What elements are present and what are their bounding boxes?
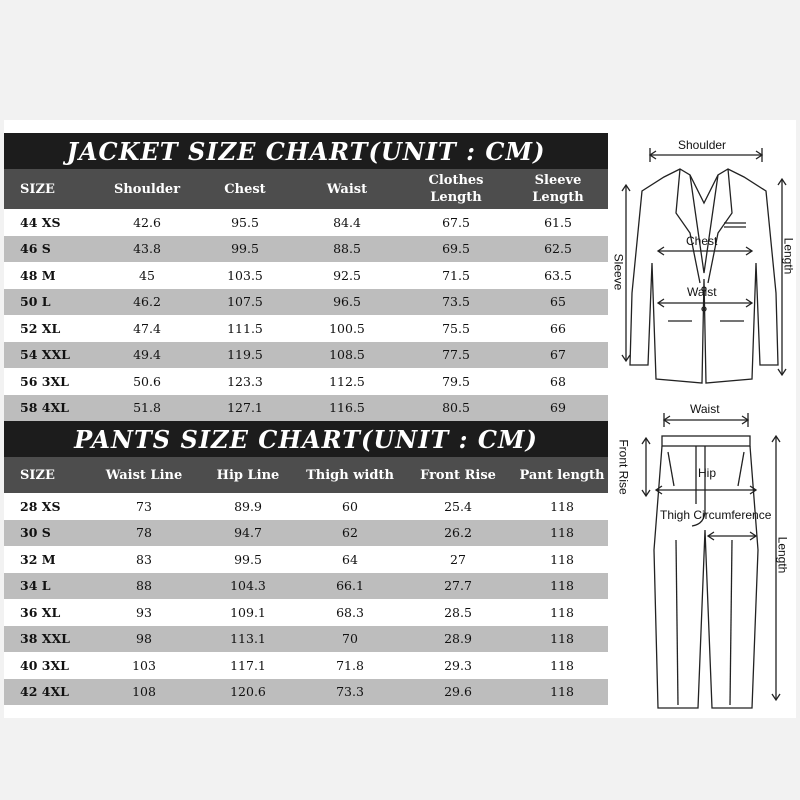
jacket-cell-size: 58 4XL bbox=[20, 400, 69, 416]
pants-cell-thigh-width: 70 bbox=[342, 631, 358, 647]
jacket-header-shoulder: Shoulder bbox=[113, 181, 181, 197]
jacket-cell-clothes-length: 77.5 bbox=[442, 347, 470, 363]
pants-cell-waist-line: 83 bbox=[136, 551, 152, 567]
pants-header-front-rise: Front Rise bbox=[420, 467, 496, 483]
table-row bbox=[4, 626, 608, 653]
jacket-cell-waist: 84.4 bbox=[333, 214, 361, 230]
pants-cell-size: 28 XS bbox=[20, 498, 61, 514]
pants-cell-waist-line: 108 bbox=[132, 684, 156, 700]
jacket-outline-icon bbox=[612, 133, 796, 393]
jacket-cell-sleeve-length: 63.5 bbox=[544, 267, 572, 283]
pants-cell-hip-line: 117.1 bbox=[230, 657, 266, 673]
pants-cell-thigh-width: 71.8 bbox=[336, 657, 364, 673]
jacket-sleeve-label: Sleeve bbox=[611, 253, 626, 291]
pants-header-thigh-width: Thigh width bbox=[306, 467, 394, 483]
pants-header-hip-line: Hip Line bbox=[216, 467, 280, 483]
table-row bbox=[4, 493, 608, 520]
pants-table-body bbox=[4, 493, 608, 705]
pants-cell-front-rise: 28.9 bbox=[444, 631, 472, 647]
pants-cell-thigh-width: 66.1 bbox=[336, 578, 364, 594]
jacket-cell-clothes-length: 79.5 bbox=[442, 373, 470, 389]
pants-cell-front-rise: 29.3 bbox=[444, 657, 472, 673]
pants-cell-size: 40 3XL bbox=[20, 657, 69, 673]
jacket-cell-chest: 123.3 bbox=[227, 373, 263, 389]
jacket-cell-sleeve-length: 61.5 bbox=[544, 214, 572, 230]
pants-cell-hip-line: 89.9 bbox=[234, 498, 262, 514]
jacket-chest-label: Chest bbox=[686, 234, 718, 248]
pants-length-label: Length bbox=[775, 536, 790, 574]
jacket-cell-clothes-length: 67.5 bbox=[442, 214, 470, 230]
table-row bbox=[4, 368, 608, 395]
pants-cell-pant-length: 118 bbox=[550, 604, 574, 620]
table-row bbox=[4, 209, 608, 236]
pants-cell-front-rise: 29.6 bbox=[444, 684, 472, 700]
jacket-cell-size: 56 3XL bbox=[20, 373, 69, 389]
table-row bbox=[4, 395, 608, 422]
jacket-cell-waist: 100.5 bbox=[329, 320, 365, 336]
pants-cell-hip-line: 113.1 bbox=[230, 631, 266, 647]
pants-cell-thigh-width: 62 bbox=[342, 525, 358, 541]
jacket-header-row bbox=[4, 169, 608, 209]
jacket-table-body bbox=[4, 209, 608, 421]
table-row bbox=[4, 599, 608, 626]
jacket-cell-clothes-length: 69.5 bbox=[442, 241, 470, 257]
jacket-cell-size: 52 XL bbox=[20, 320, 61, 336]
table-row bbox=[4, 573, 608, 600]
jacket-cell-clothes-length: 71.5 bbox=[442, 267, 470, 283]
jacket-cell-shoulder: 45 bbox=[139, 267, 155, 283]
pants-cell-pant-length: 118 bbox=[550, 551, 574, 567]
jacket-header-waist: Waist bbox=[326, 181, 368, 197]
jacket-cell-waist: 108.5 bbox=[329, 347, 365, 363]
pants-cell-thigh-width: 60 bbox=[342, 498, 358, 514]
jacket-cell-shoulder: 47.4 bbox=[133, 320, 161, 336]
pants-cell-pant-length: 118 bbox=[550, 498, 574, 514]
pants-cell-hip-line: 109.1 bbox=[230, 604, 266, 620]
pants-cell-thigh-width: 68.3 bbox=[336, 604, 364, 620]
jacket-cell-sleeve-length: 68 bbox=[550, 373, 566, 389]
jacket-header-size: SIZE bbox=[20, 181, 55, 197]
pants-table-title: PANTS SIZE CHART(UNIT : CM) bbox=[4, 421, 608, 457]
jacket-cell-clothes-length: 80.5 bbox=[442, 400, 470, 416]
jacket-cell-size: 44 XS bbox=[20, 214, 61, 230]
pants-waist-label: Waist bbox=[690, 402, 720, 416]
table-row bbox=[4, 520, 608, 547]
jacket-waist-label: Waist bbox=[687, 285, 717, 299]
jacket-cell-size: 46 S bbox=[20, 241, 51, 257]
pants-cell-front-rise: 26.2 bbox=[444, 525, 472, 541]
jacket-cell-shoulder: 46.2 bbox=[133, 294, 161, 310]
pants-cell-pant-length: 118 bbox=[550, 684, 574, 700]
jacket-cell-sleeve-length: 66 bbox=[550, 320, 566, 336]
jacket-cell-sleeve-length: 67 bbox=[550, 347, 566, 363]
jacket-cell-sleeve-length: 69 bbox=[550, 400, 566, 416]
pants-cell-front-rise: 25.4 bbox=[444, 498, 472, 514]
pants-cell-size: 42 4XL bbox=[20, 684, 69, 700]
jacket-cell-size: 54 XXL bbox=[20, 347, 70, 363]
pants-cell-hip-line: 99.5 bbox=[234, 551, 262, 567]
jacket-cell-chest: 127.1 bbox=[227, 400, 263, 416]
pants-outline-icon bbox=[612, 400, 796, 718]
jacket-cell-sleeve-length: 62.5 bbox=[544, 241, 572, 257]
pants-header-waist-line: Waist Line bbox=[105, 467, 183, 483]
table-row bbox=[4, 546, 608, 573]
pants-front-rise-label: Front Rise bbox=[616, 439, 631, 495]
pants-cell-pant-length: 118 bbox=[550, 578, 574, 594]
jacket-cell-size: 50 L bbox=[20, 294, 51, 310]
jacket-shoulder-label: Shoulder bbox=[678, 138, 727, 152]
table-row bbox=[4, 289, 608, 316]
pants-cell-waist-line: 93 bbox=[136, 604, 152, 620]
pants-size-table bbox=[4, 421, 608, 705]
pants-cell-pant-length: 118 bbox=[550, 525, 574, 541]
jacket-cell-clothes-length: 75.5 bbox=[442, 320, 470, 336]
jacket-cell-chest: 119.5 bbox=[227, 347, 263, 363]
jacket-cell-chest: 111.5 bbox=[227, 320, 263, 336]
jacket-cell-sleeve-length: 65 bbox=[550, 294, 566, 310]
jacket-header-chest: Chest bbox=[224, 181, 266, 197]
jacket-cell-waist: 96.5 bbox=[333, 294, 361, 310]
jacket-cell-shoulder: 50.6 bbox=[133, 373, 161, 389]
pants-measurement-diagram bbox=[612, 400, 796, 718]
pants-cell-thigh-width: 64 bbox=[342, 551, 358, 567]
jacket-cell-shoulder: 49.4 bbox=[133, 347, 161, 363]
pants-cell-hip-line: 104.3 bbox=[230, 578, 266, 594]
pants-cell-waist-line: 88 bbox=[136, 578, 152, 594]
pants-cell-front-rise: 27 bbox=[450, 551, 466, 567]
pants-cell-size: 34 L bbox=[20, 578, 51, 594]
pants-cell-size: 38 XXL bbox=[20, 631, 70, 647]
pants-cell-waist-line: 98 bbox=[136, 631, 152, 647]
pants-cell-size: 30 S bbox=[20, 525, 51, 541]
pants-cell-hip-line: 94.7 bbox=[234, 525, 262, 541]
pants-cell-hip-line: 120.6 bbox=[230, 684, 266, 700]
jacket-header-sleeve-length: Sleeve Length bbox=[532, 173, 584, 205]
table-row bbox=[4, 236, 608, 263]
jacket-cell-shoulder: 43.8 bbox=[133, 241, 161, 257]
jacket-cell-shoulder: 51.8 bbox=[133, 400, 161, 416]
jacket-length-label: Length bbox=[781, 237, 796, 275]
jacket-cell-clothes-length: 73.5 bbox=[442, 294, 470, 310]
pants-cell-pant-length: 118 bbox=[550, 631, 574, 647]
table-row bbox=[4, 679, 608, 706]
table-row bbox=[4, 262, 608, 289]
pants-cell-thigh-width: 73.3 bbox=[336, 684, 364, 700]
jacket-size-table bbox=[4, 133, 608, 421]
pants-cell-size: 36 XL bbox=[20, 604, 61, 620]
table-row bbox=[4, 342, 608, 369]
pants-cell-size: 32 M bbox=[20, 551, 56, 567]
jacket-cell-shoulder: 42.6 bbox=[133, 214, 161, 230]
pants-header-size: SIZE bbox=[20, 467, 55, 483]
jacket-cell-waist: 116.5 bbox=[329, 400, 365, 416]
jacket-cell-chest: 103.5 bbox=[227, 267, 263, 283]
pants-header-row bbox=[4, 457, 608, 493]
jacket-header-clothes-length: Clothes Length bbox=[428, 173, 484, 205]
jacket-cell-waist: 112.5 bbox=[329, 373, 365, 389]
jacket-cell-chest: 107.5 bbox=[227, 294, 263, 310]
table-row bbox=[4, 315, 608, 342]
pants-cell-waist-line: 73 bbox=[136, 498, 152, 514]
pants-hip-label: Hip bbox=[698, 466, 717, 480]
pants-cell-front-rise: 28.5 bbox=[444, 604, 472, 620]
pants-cell-front-rise: 27.7 bbox=[444, 578, 472, 594]
jacket-cell-waist: 92.5 bbox=[333, 267, 361, 283]
pants-thigh-label: Thigh Circumference bbox=[660, 508, 772, 522]
jacket-table-title: JACKET SIZE CHART(UNIT : CM) bbox=[4, 133, 608, 169]
pants-cell-pant-length: 118 bbox=[550, 657, 574, 673]
jacket-cell-waist: 88.5 bbox=[333, 241, 361, 257]
pants-header-pant-length: Pant length bbox=[519, 467, 605, 483]
jacket-cell-size: 48 M bbox=[20, 267, 56, 283]
jacket-cell-chest: 99.5 bbox=[231, 241, 259, 257]
jacket-measurement-diagram bbox=[612, 133, 796, 393]
table-row bbox=[4, 652, 608, 679]
jacket-cell-chest: 95.5 bbox=[231, 214, 259, 230]
pants-cell-waist-line: 103 bbox=[132, 657, 156, 673]
pants-cell-waist-line: 78 bbox=[136, 525, 152, 541]
